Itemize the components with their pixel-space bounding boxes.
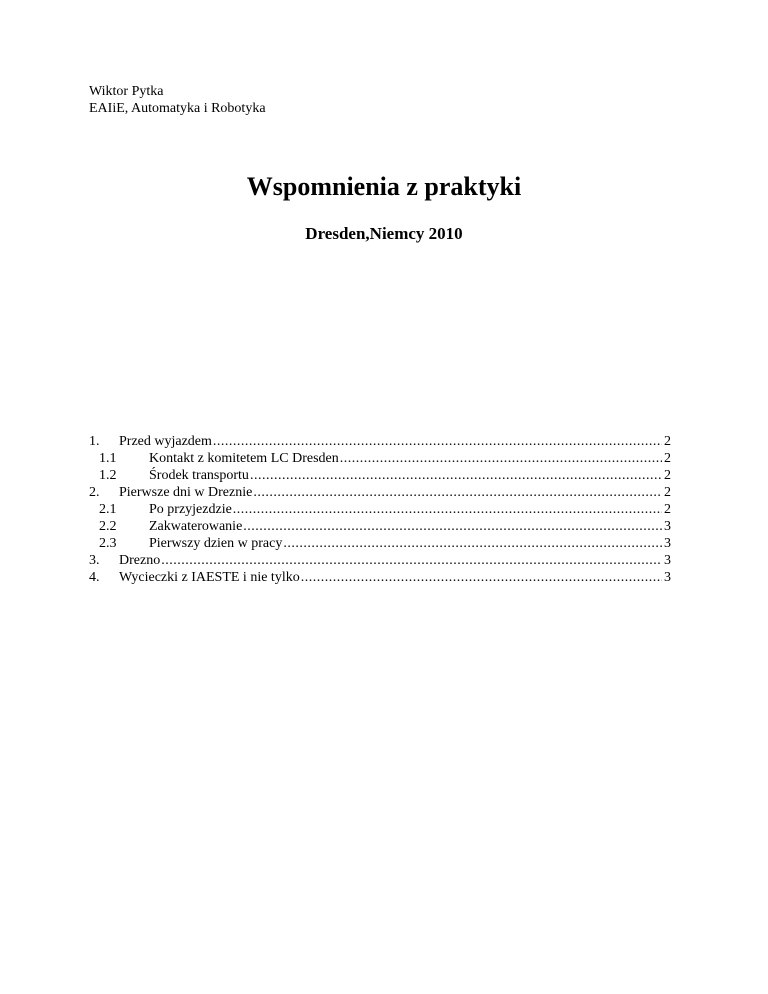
toc-dot-leader	[161, 552, 662, 569]
toc-entry-number: 2.3	[99, 536, 117, 551]
toc-entry-title: Środek transportu	[149, 468, 249, 483]
toc-entry[interactable]	[89, 535, 671, 552]
toc-entry-number: 1.2	[99, 468, 117, 483]
toc-entry[interactable]	[89, 569, 671, 586]
toc-entry-title: Wycieczki z IAESTE i nie tylko	[119, 570, 300, 585]
toc-entry[interactable]	[89, 450, 671, 467]
author-name: Wiktor Pytka	[89, 84, 164, 99]
toc-entry-page: 2	[664, 485, 671, 500]
toc-dot-leader	[243, 518, 662, 535]
toc-entry[interactable]	[89, 433, 671, 450]
toc-entry[interactable]	[89, 518, 671, 535]
toc-entry-number: 4.	[89, 570, 100, 585]
toc-entry-number: 1.1	[99, 451, 117, 466]
toc-entry-title: Kontakt z komitetem LC Dresden	[149, 451, 339, 466]
table-of-contents	[89, 433, 671, 586]
toc-entry-number: 1.	[89, 434, 100, 449]
toc-entry-title: Pierwsze dni w Dreznie	[119, 485, 253, 500]
toc-dot-leader	[283, 535, 662, 552]
document-subtitle: Dresden,Niemcy 2010	[305, 224, 463, 243]
toc-dot-leader	[340, 450, 662, 467]
toc-dot-leader	[301, 569, 662, 586]
toc-entry[interactable]	[89, 552, 671, 569]
author-affiliation: EAIiE, Automatyka i Robotyka	[89, 101, 266, 116]
toc-entry-page: 2	[664, 451, 671, 466]
toc-entry-title: Zakwaterowanie	[149, 519, 243, 534]
toc-entry-number: 2.1	[99, 502, 117, 517]
toc-entry-number: 2.2	[99, 519, 117, 534]
toc-entry[interactable]	[89, 484, 671, 501]
toc-dot-leader	[250, 467, 662, 484]
document-title: Wspomnienia z praktyki	[246, 172, 522, 201]
toc-entry-page: 3	[664, 536, 671, 551]
toc-entry-number: 2.	[89, 485, 100, 500]
toc-dot-leader	[253, 484, 662, 501]
toc-entry[interactable]	[89, 501, 671, 518]
toc-entry-page: 2	[664, 434, 671, 449]
toc-entry-page: 3	[664, 519, 671, 534]
toc-entry-title: Po przyjezdzie	[149, 502, 232, 517]
toc-entry-title: Przed wyjazdem	[119, 434, 212, 449]
toc-entry-page: 3	[664, 570, 671, 585]
toc-entry[interactable]	[89, 467, 671, 484]
toc-dot-leader	[233, 501, 662, 518]
toc-entry-page: 3	[664, 553, 671, 568]
toc-entry-page: 2	[664, 468, 671, 483]
toc-dot-leader	[213, 433, 662, 450]
toc-entry-number: 3.	[89, 553, 100, 568]
toc-entry-title: Pierwszy dzien w pracy	[149, 536, 283, 551]
author-block	[89, 83, 266, 117]
toc-entry-page: 2	[664, 502, 671, 517]
toc-entry-title: Drezno	[119, 553, 161, 568]
